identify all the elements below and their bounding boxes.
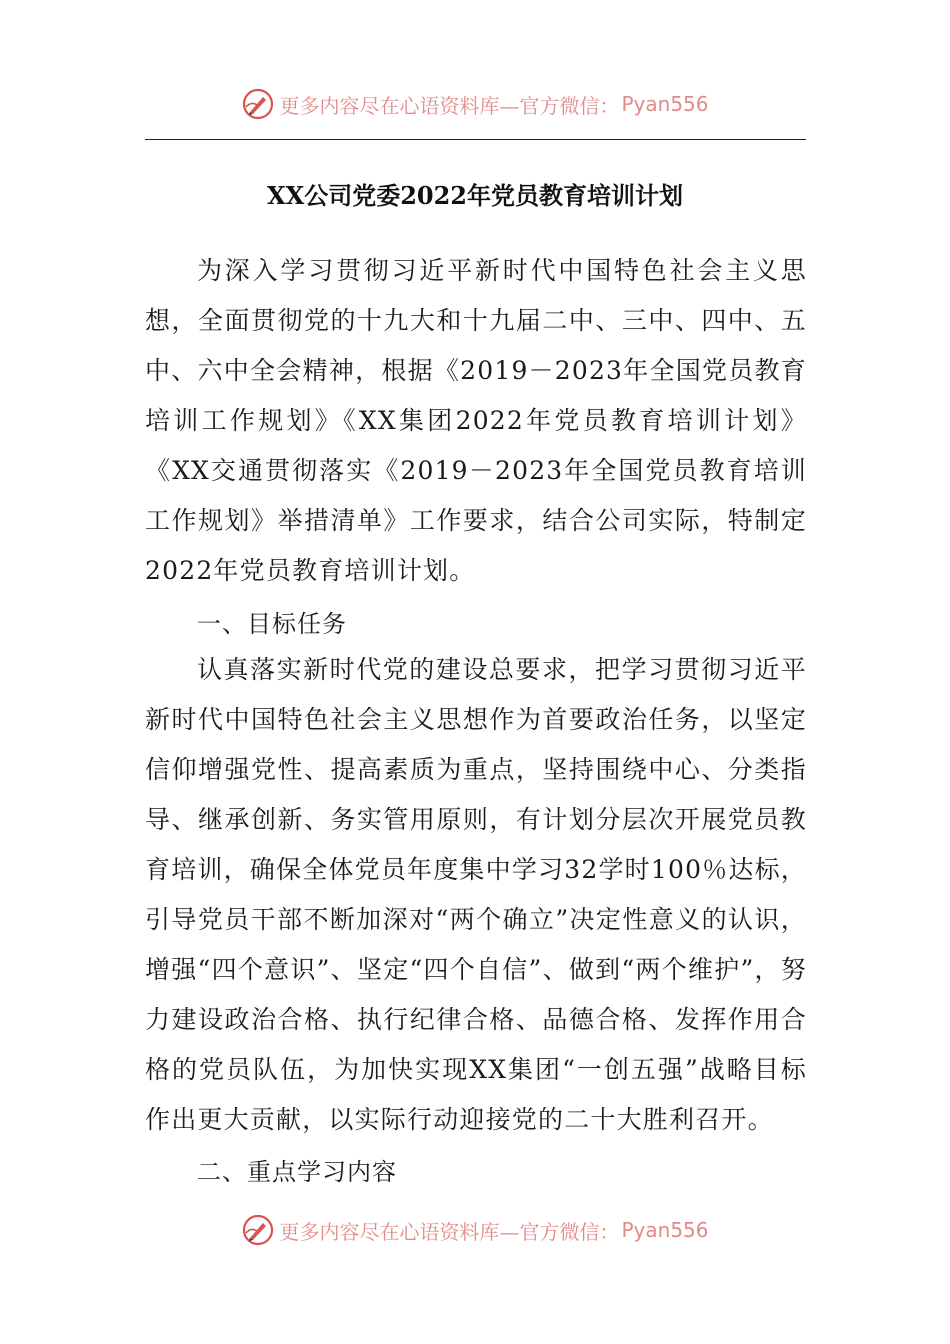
header-rule	[145, 139, 806, 140]
goals-paragraph: 认真落实新时代党的建设总要求，把学习贯彻习近平新时代中国特色社会主义思想作为首要政治任务，以坚定信仰增强党性、提高素质为重点，坚持围绕中心、分类指导、继承创新、务实管用原则，有计划分层次开展党员教育培训，确保全体党员年度集中学习32学时100％达标，引导党员干部不断加深对“两个确立”决定性意义的认识，增强“四个意识”、坚定“四个自信”、做到“两个维护”，努力建设政治合格、执行纪律合格、品德合格、发挥作用合格的党员队伍，为加快实现XX集团“一创五强”战略目标作出更大贡献，以实际行动迎接党的二十大胜利召开。	[145, 655, 807, 1134]
watermark-wechat-id: Pyan556	[621, 1218, 709, 1242]
document-title: XX公司党委2022年党员教育培训计划	[266, 181, 684, 210]
pen-logo-icon	[241, 1213, 275, 1247]
pen-logo-icon	[241, 87, 275, 121]
header-watermark	[0, 84, 950, 124]
section-heading-content: 二、重点学习内容	[197, 1158, 397, 1186]
footer-watermark	[0, 1210, 950, 1250]
watermark-text: 更多内容尽在心语资料库—官方微信：	[279, 1219, 620, 1244]
watermark-text: 更多内容尽在心语资料库—官方微信：	[279, 93, 620, 118]
section-heading-goals: 一、目标任务	[197, 610, 347, 638]
watermark-wechat-id: Pyan556	[621, 92, 709, 116]
intro-paragraph: 为深入学习贯彻习近平新时代中国特色社会主义思想，全面贯彻党的十九大和十九届二中、三中、四中、五中、六中全会精神，根据《2019－2023年全国党员教育培训工作规划》《XX集团2022年党员教育培训计划》《XX交通贯彻落实《2019－2023年全国党员教育培训工作规划》举措清单》工作要求，结合公司实际，特制定2022年党员教育培训计划。	[145, 256, 807, 585]
